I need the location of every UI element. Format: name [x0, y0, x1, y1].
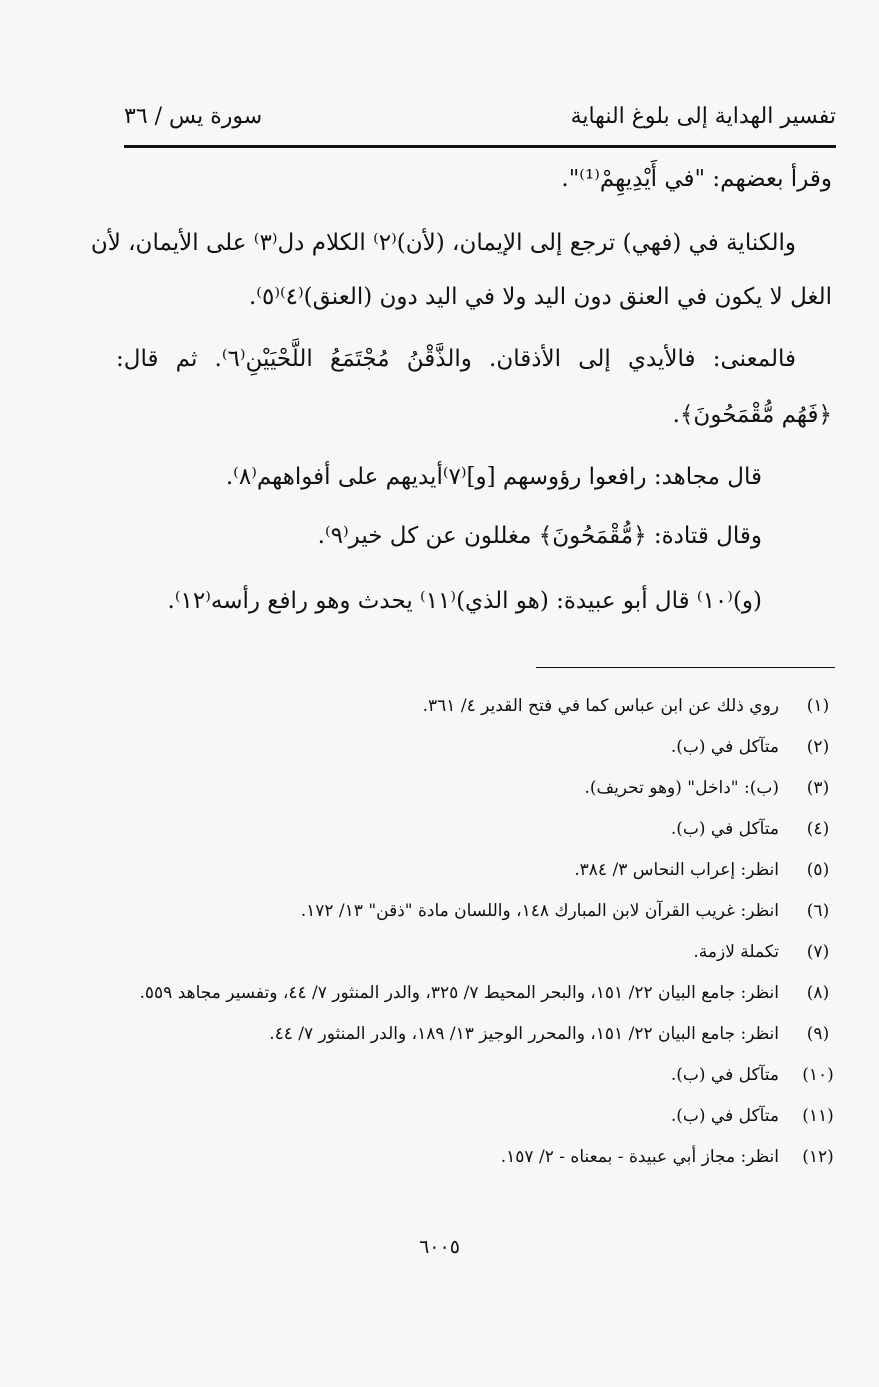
footnote-list: [135, 690, 835, 1182]
quran-verse: ﴿فَهُم مُّقْمَحُونَ﴾.: [672, 402, 832, 428]
body-line-2: والكناية في (فهي) ترجع إلى الإيمان، (لأن)⁽٢⁾ الكلام دل⁽٣⁾ على الأيمان، لأن: [90, 230, 796, 256]
footnote: [135, 977, 835, 1018]
footnote-number: (٨): [806, 983, 830, 1003]
surah-label: سورة يس / ٣٦: [124, 104, 263, 129]
footnote-number: (١١): [802, 1106, 834, 1126]
footnote-text: انظر: جامع البيان ٢٢/ ١٥١، والبحر المحيط ٧/ ٣٢٥، والدر المنثور ٧/ ٤٤، وتفسير مجاهد ٥٥٩.: [139, 983, 779, 1003]
footnote-number: (٢): [806, 737, 830, 757]
body-line-8: (و)⁽١٠⁾ قال أبو عبيدة: (هو الذي)⁽١١⁾ يحدث وهو رافع رأسه⁽١٢⁾.: [167, 588, 762, 614]
footnote: [135, 895, 835, 936]
footnote-number: (٣): [806, 778, 830, 798]
footnote-number: (١٢): [802, 1147, 834, 1167]
footnote-text: متآكل في (ب).: [670, 1106, 779, 1126]
running-header: [124, 96, 836, 136]
footnote: [135, 813, 835, 854]
footnote-text: انظر: مجاز أبي عبيدة - بمعناه - ٢/ ١٥٧.: [500, 1147, 779, 1167]
footnote: [135, 1018, 835, 1059]
footnote: [135, 1141, 835, 1182]
footnote-number: (٩): [806, 1024, 830, 1044]
footnote: [135, 690, 835, 731]
footnote-text: انظر: جامع البيان ٢٢/ ١٥١، والمحرر الوجيز ١٣/ ١٨٩، والدر المنثور ٧/ ٤٤.: [269, 1024, 779, 1044]
body-line-3: الغل لا يكون في العنق دون اليد ولا في اليد دون (العنق)⁽٤⁾⁽٥⁾.: [248, 284, 832, 310]
footnote: [135, 1059, 835, 1100]
footnote-number: (٥): [806, 860, 830, 880]
footnote: [135, 731, 835, 772]
body-line-7: وقال قتادة: ﴿مُّقْمَحُونَ﴾ مغللون عن كل خير⁽٩⁾.: [317, 523, 762, 549]
footnote-text: متآكل في (ب).: [670, 737, 779, 757]
page-number: ٦٠٠٥: [419, 1236, 460, 1258]
footnote: [135, 936, 835, 977]
footnote-text: انظر: إعراب النحاس ٣/ ٣٨٤.: [574, 860, 779, 880]
body-line-6: قال مجاهد: رافعوا رؤوسهم [و]⁽٧⁾أيديهم على أفواههم⁽٨⁾.: [225, 464, 762, 490]
body-line-1: وقرأ بعضهم: "في أَيْدِيهِمْ⁽¹⁾".: [561, 166, 832, 192]
footnote-text: متآكل في (ب).: [670, 1065, 779, 1085]
header-rule: [124, 145, 836, 148]
footnote: [135, 854, 835, 895]
footnote-number: (٦): [806, 901, 830, 921]
book-title: تفسير الهداية إلى بلوغ النهاية: [570, 104, 836, 129]
footnote-rule: [536, 667, 835, 668]
footnote-text: تكملة لازمة.: [693, 942, 779, 962]
footnote-number: (١): [806, 696, 830, 716]
footnote-number: (١٠): [802, 1065, 834, 1085]
footnote-text: متآكل في (ب).: [670, 819, 779, 839]
footnote-text: انظر: غريب القرآن لابن المبارك ١٤٨، واللسان مادة "ذقن" ١٣/ ١٧٢.: [300, 901, 779, 921]
body-line-4: فالمعنى: فالأيدي إلى الأذقان. والذَّقْنُ مُجْتَمَعُ اللَّحْيَيْنِ⁽٦⁾. ثم قال:: [116, 346, 796, 372]
footnote-text: روي ذلك عن ابن عباس كما في فتح القدير ٤/ ٣٦١.: [422, 696, 779, 716]
footnote-number: (٧): [806, 942, 830, 962]
footnote: [135, 1100, 835, 1141]
footnote: [135, 772, 835, 813]
footnote-text: (ب): "داخل" (وهو تحريف).: [584, 778, 779, 798]
footnote-number: (٤): [806, 819, 830, 839]
